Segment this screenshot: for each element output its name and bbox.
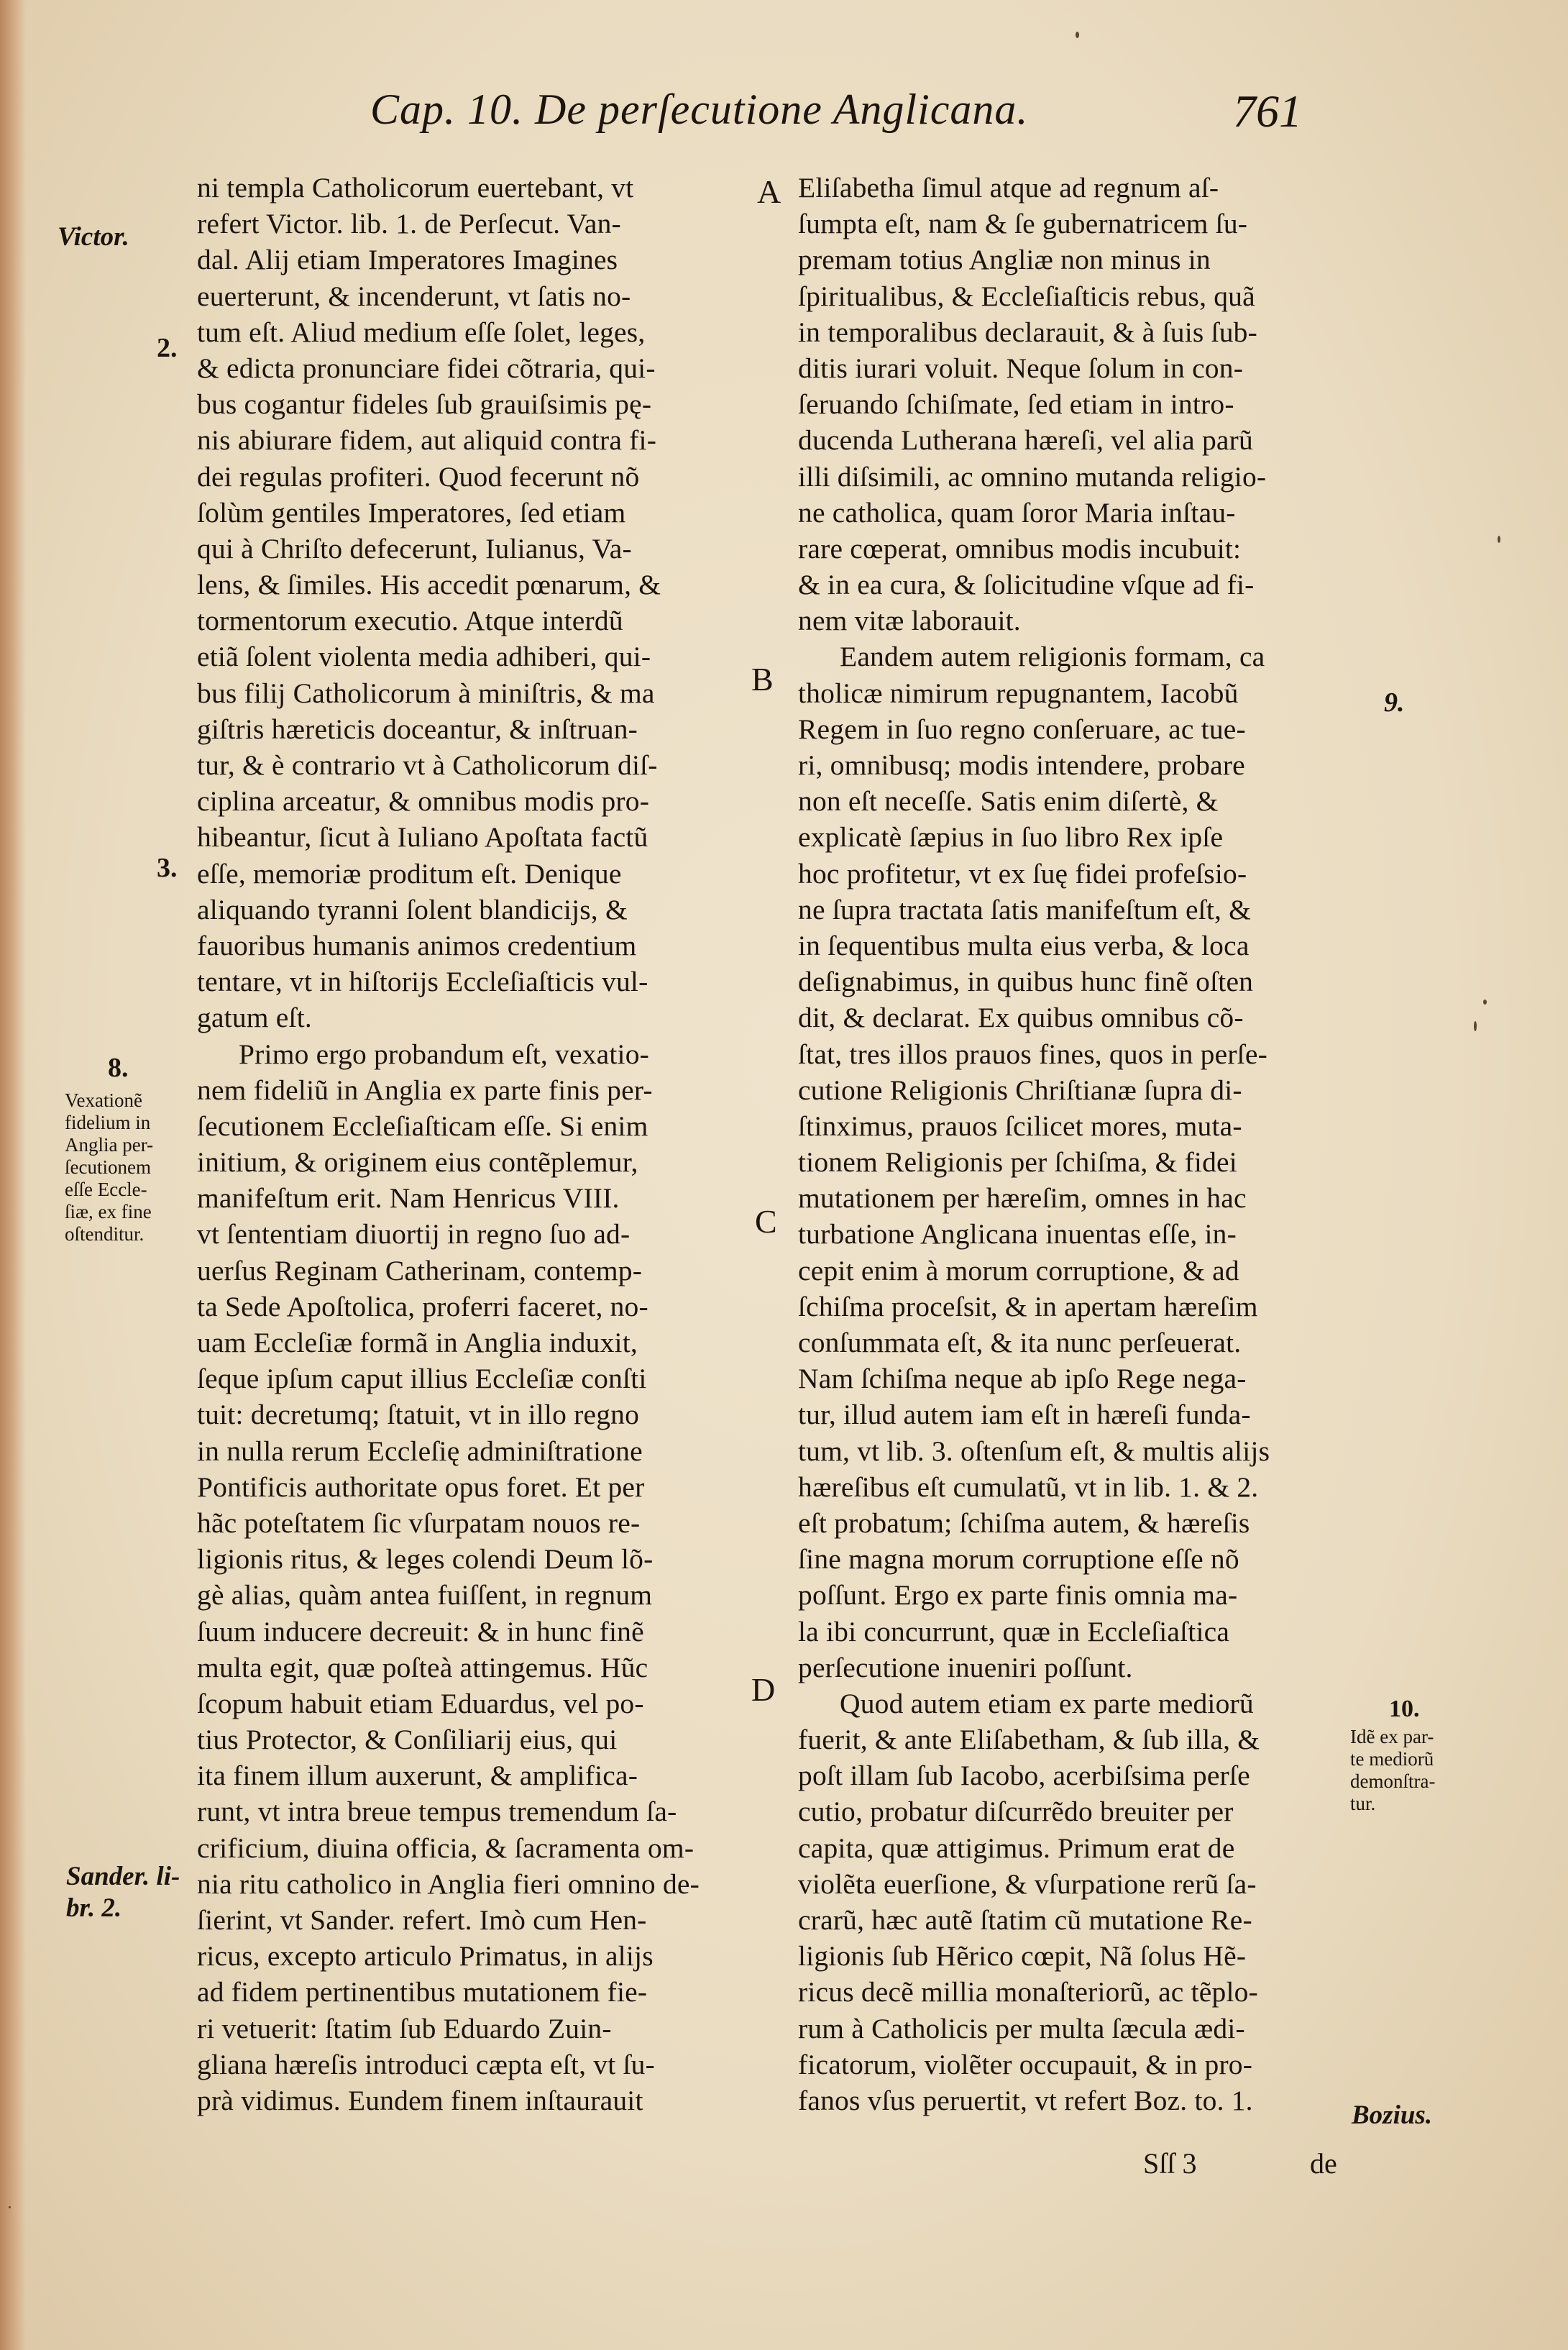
text-line: fuerit, & ante Eliſabetham, & ſub illa, & [798,1724,1260,1756]
text-line: mutationem per hæreſim, omnes in hac [798,1182,1247,1215]
paragraph-start-line: Primo ergo probandum eſt, vexatio- [239,1038,650,1070]
section-letter-d: D [751,1671,776,1708]
text-line: poſſunt. Ergo ex parte finis omnia ma- [798,1579,1238,1611]
text-line: nia ritu catholico in Anglia fieri omnino de- [197,1867,700,1900]
text-line: nem vitæ laborauit. [798,605,1021,637]
signature-mark: Sſſ 3 [1143,2147,1197,2180]
text-line: prà vidimus. Eundem finem inſtaurauit [197,2084,643,2116]
section-letter-c: C [755,1203,777,1240]
text-line: ſolùm gentiles Imperatores, ſed etiam [197,496,626,529]
text-line: Pontificis authoritate opus foret. Et per [197,1471,645,1503]
text-line: ſecutionem Eccleſiaſticam eſſe. Si enim [197,1110,648,1142]
text-line: fanos vſus peruertit, vt refert Boz. to. 1. [798,2084,1253,2116]
text-line: & in ea cura, & ſolicitudine vſque ad fi- [798,569,1255,601]
ink-speck [1483,1000,1487,1005]
text-line: refert Victor. lib. 1. de Perſecut. Van- [197,208,621,240]
margin-number-9: 9. [1384,687,1405,718]
margin-note-10 [1350,1726,1435,1815]
text-line: Eliſabetha ſimul atque ad regnum aſ- [798,172,1219,204]
text-line: ligionis ritus, & leges colendi Deum lõ- [197,1543,654,1576]
margin-number-3: 3. [157,853,178,883]
text-line: manifeſtum erit. Nam Henricus VIII. [197,1182,620,1215]
text-line: tur, & è contrario vt à Catholicorum diſ- [197,749,658,781]
text-line: ad fidem pertinentibus mutationem fie- [197,1976,648,2008]
text-line: nis abiurare fidem, aut aliquid contra fi- [197,424,657,457]
margin-note-line: ſecutionem [65,1156,151,1178]
text-line: nem fideliũ in Anglia ex parte finis per- [197,1074,653,1106]
margin-note-line: ſiæ, ex fine [65,1201,152,1222]
text-line: dit, & declarat. Ex quibus omnibus cõ- [798,1002,1244,1034]
ink-speck [1474,1021,1477,1031]
text-line: ri vetuerit: ſtatim ſub Eduardo Zuin- [197,2012,612,2044]
text-line: rare cœperat, omnibus modis incubuit: [798,532,1242,564]
text-line: ditis iurari voluit. Neque ſolum in con- [798,352,1244,384]
catchword: de [1310,2147,1337,2180]
running-head: Cap. 10. De perſecutione Anglicana. [370,86,1029,133]
text-line: aliquando tyranni ſolent blandicijs, & [197,893,628,925]
text-line: ſcopum habuit etiam Eduardus, vel po- [197,1687,644,1719]
text-line: tur, illud autem iam eſt in hæreſi funda- [798,1399,1251,1431]
paragraph-start-line: Eandem autem religionis formam, ca [840,641,1265,673]
page-number: 761 [1233,86,1302,137]
text-line: hibeantur, ſicut à Iuliano Apoſtata factũ [197,821,648,854]
text-line: in temporalibus declarauit, & à ſuis ſub- [798,316,1257,348]
section-letter-a: A [757,173,781,210]
text-line: turbatione Anglicana inuentas eſſe, in- [798,1218,1237,1251]
margin-note-line: demonſtra- [1350,1770,1436,1792]
text-line: ſchiſma proceſsit, & in apertam hæreſim [798,1290,1258,1322]
text-line: crificium, diuina officia, & ſacramenta om- [197,1832,694,1864]
text-line: explicatè ſæpius in ſuo libro Rex ipſe [798,821,1224,854]
text-line: ita finem illum auxerunt, & amplifica- [197,1760,638,1792]
text-line: giſtris hæreticis doceantur, & inſtruan- [197,713,638,745]
text-line: Nam ſchiſma neque ab ipſo Rege nega- [798,1363,1247,1395]
margin-note-line: Idẽ ex par- [1350,1726,1434,1747]
text-line: multa egit, quæ poſteà attingemus. Hũc [197,1651,648,1683]
text-line: ſumpta eſt, nam & ſe gubernatricem ſu- [798,208,1248,240]
text-line: euerterunt, & incenderunt, vt ſatis no- [197,280,631,312]
text-line: ricus decẽ millia monaſteriorũ, ac tẽplo- [798,1976,1258,2008]
text-line: tentare, vt in hiſtorijs Eccleſiaſticis vul- [197,966,648,998]
text-line: uerſus Reginam Catherinam, contemp- [197,1254,643,1286]
text-line: gliana hæreſis introduci cæpta eſt, vt ſu- [197,2048,655,2080]
text-line: dal. Alij etiam Imperatores Imagines [197,244,618,276]
margin-number-10: 10. [1389,1696,1420,1722]
paragraph-start-line: Quod autem etiam ex parte mediorũ [840,1687,1254,1719]
margin-note-line: te mediorũ [1350,1748,1434,1770]
text-line: tius Protector, & Conſiliarij eius, qui [197,1724,618,1756]
text-line: deſignabimus, in quibus hunc finẽ oſten [798,966,1254,998]
text-line: lens, & ſimiles. His accedit pœnarum, & [197,569,661,601]
ink-speck [1498,536,1500,543]
text-line: ſuum inducere decreuit: & in hunc finẽ [197,1615,644,1647]
text-line: & edicta pronunciare fidei cõtraria, qui- [197,352,656,384]
page-header [0,85,1568,142]
text-line: poſt illam ſub Iacobo, acerbiſsima perſe [798,1760,1250,1792]
margin-note-line: Anglia per- [65,1134,154,1156]
text-line: hoc profitetur, vt ex ſuę fidei profeſsio- [798,857,1247,890]
margin-note-8 [65,1089,153,1245]
margin-note-line: br. 2. [66,1893,122,1923]
margin-note-line: fidelium in [65,1112,151,1133]
text-line: cutio, probatur diſcurrẽdo breuiter per [798,1796,1234,1828]
margin-note-line: eſſe Eccle- [65,1179,147,1200]
margin-note-line: Sander. li- [66,1862,180,1891]
text-line: rum à Catholicis per multa ſæcula ædi- [798,2012,1245,2044]
text-line: ſtat, tres illos prauos fines, quos in perſe- [798,1038,1267,1070]
text-line: ſeruando ſchiſmate, ſed etiam in intro- [798,388,1234,421]
margin-number-8: 8. [108,1053,129,1083]
text-line: ne ſupra tractata ſatis manifeſtum eſt, & [798,893,1252,925]
left-column [197,170,743,2118]
text-line: in ſequentibus multa eius verba, & loca [798,929,1250,961]
ink-speck [9,2206,11,2208]
text-line: ducenda Lutherana hæreſi, vel alia parũ [798,424,1253,457]
text-line: dei regulas profiteri. Quod fecerunt nõ [197,460,640,493]
text-line: bus cogantur fideles ſub grauiſsimis pę- [197,388,652,421]
text-line: uam Eccleſiæ formã in Anglia induxit, [197,1327,638,1358]
right-column [798,170,1352,2118]
text-line: in nulla rerum Eccleſię adminiſtratione [197,1435,643,1467]
margin-note-sander [66,1861,180,1924]
text-line: eſſe, memoriæ proditum eſt. Denique [197,857,622,890]
text-line: ſierint, vt Sander. refert. Imò cum Hen- [197,1904,647,1936]
text-line: perſecutione inueniri poſſunt. [798,1651,1133,1683]
text-line: tholicæ nimirum repugnantem, Iacobũ [798,677,1239,709]
text-line: eſt probatum; ſchiſma autem, & hæreſis [798,1507,1250,1539]
text-line: capita, quæ attigimus. Primum erat de [798,1832,1235,1864]
margin-note-bozius: Bozius. [1352,2100,1433,2130]
text-line: ri, omnibusq; modis intendere, probare [798,749,1245,781]
text-line: ta Sede Apoſtolica, proferri faceret, no- [197,1290,648,1322]
text-line: la ibi concurrunt, quæ in Eccleſiaſtica [798,1615,1230,1647]
text-line: illi diſsimili, ac omnino mutanda religio- [798,460,1267,493]
text-line: qui à Chriſto defecerunt, Iulianus, Va- [197,532,632,564]
text-line: bus filij Catholicorum à miniſtris, & ma [197,677,655,709]
text-line: gè alias, quàm antea fuiſſent, in regnum [197,1579,653,1611]
text-line: gatum eſt. [197,1002,312,1034]
text-line: ficatorum, violẽter occupauit, & in pro- [798,2048,1253,2080]
text-line: tum eſt. Aliud medium eſſe ſolet, leges, [197,316,646,348]
page-edge [0,0,26,2350]
text-line: tum, vt lib. 3. oſtenſum eſt, & multis alijs [798,1435,1270,1467]
text-line: ligionis ſub Hẽrico cœpit, Nã ſolus Hẽ- [798,1940,1247,1972]
margin-note-line: oſtenditur. [65,1223,145,1245]
text-line: initium, & originem eius contẽplemur, [197,1146,638,1179]
text-line: etiã ſolent violenta media adhiberi, qui- [197,641,651,673]
text-line: cutione Religionis Chriſtianæ ſupra di- [798,1074,1242,1106]
ink-speck [1076,32,1079,38]
text-line: crarũ, hæc autẽ ſtatim cũ mutatione Re- [798,1904,1252,1936]
text-line: premam totius Angliæ non minus in [798,244,1211,276]
text-line: ne catholica, quam ſoror Maria inſtau- [798,496,1236,529]
text-line: vt ſententiam diuortij in regno ſuo ad- [197,1218,631,1251]
text-line: tuit: decretumq; ſtatuit, vt in illo regno [197,1399,640,1431]
text-line: ſpiritualibus, & Eccleſiaſticis rebus, quã [798,280,1255,312]
text-line: ciplina arceatur, & omnibus modis pro- [197,785,650,818]
text-line: hãc poteſtatem ſic vſurpatam nouos re- [197,1507,641,1539]
text-line: fauoribus humanis animos credentium [197,929,637,961]
text-line: tionem Religionis per ſchiſma, & fidei [798,1146,1237,1179]
margin-number-2: 2. [157,333,178,363]
text-line: hæreſibus eſt cumulatũ, vt in lib. 1. & 2. [798,1471,1259,1503]
text-line: ſeque ipſum caput illius Eccleſiæ conſti [197,1363,647,1395]
margin-note-victor: Victor. [58,222,129,252]
text-line: tormentorum executio. Atque interdũ [197,605,623,637]
text-line: Regem in ſuo regno conſeruare, ac tue- [798,713,1246,745]
text-line: ni templa Catholicorum euertebant, vt [197,172,634,204]
text-line: cepit enim à morum corruptione, & ad [798,1254,1239,1286]
text-line: ricus, excepto articulo Primatus, in alijs [197,1940,654,1972]
text-line: non eſt neceſſe. Satis enim diſertè, & [798,785,1219,818]
text-line: ſtinximus, prauos ſcilicet mores, muta- [798,1110,1242,1142]
section-letter-b: B [751,661,774,698]
margin-note-line: tur. [1350,1793,1376,1814]
text-line: ſine magna morum corruptione eſſe nõ [798,1543,1239,1576]
text-line: conſummata eſt, & ita nunc perſeuerat. [798,1327,1242,1358]
margin-note-line: Vexationẽ [65,1089,142,1111]
text-line: runt, vt intra breue tempus tremendum ſa- [197,1796,677,1828]
text-line: violẽta euerſione, & vſurpatione rerũ ſa- [798,1867,1257,1900]
